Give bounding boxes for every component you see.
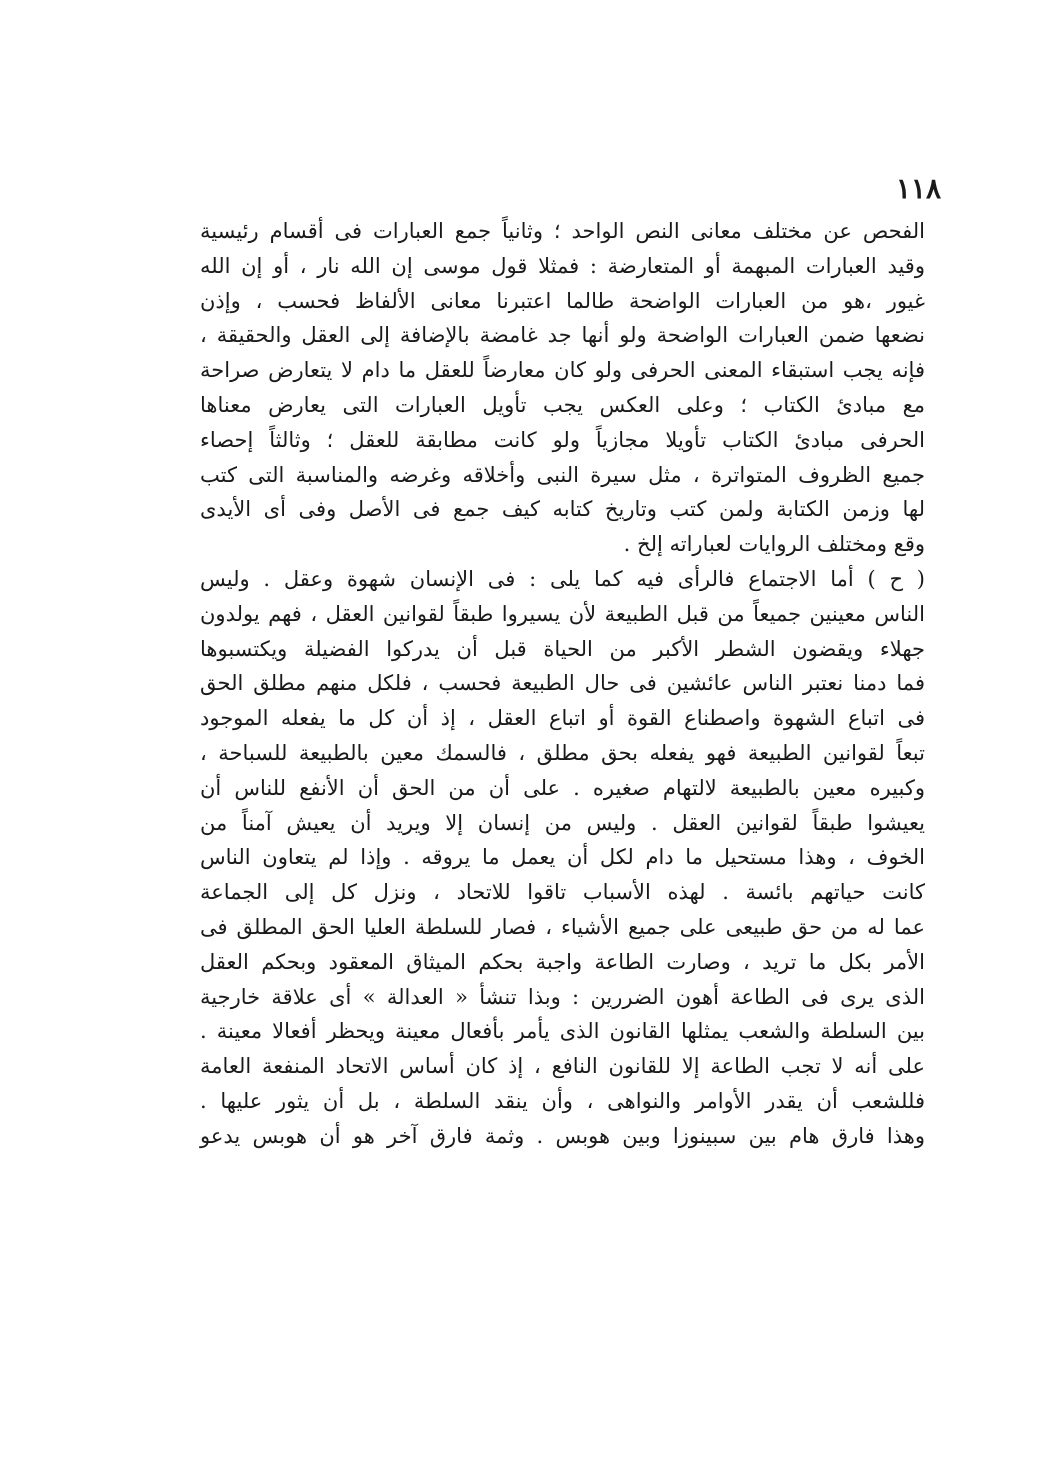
text-line: الناس معينين جميعاً من قبل الطبيعة لأن يسيروا طبقاً لقوانين العقل ، فهم يولدون: [200, 601, 925, 626]
text-line: كانت حياتهم بائسة . لهذه الأسباب تاقوا للاتحاد ، ونزل كل إلى الجماعة: [200, 880, 925, 905]
text-line: ( ح ) أما الاجتماع فالرأى فيه كما يلى : فى الإنسان شهوة وعقل . وليس: [200, 566, 925, 591]
text-line: فللشعب أن يقدر الأوامر والنواهى ، وأن ينقد السلطة ، بل أن يثور عليها .: [200, 1088, 925, 1113]
text-line: وكبيره معين بالطبيعة لالتهام صغيره . على أن من الحق أن الأنفع للناس أن: [200, 775, 925, 800]
text-line: لها وزمن الكتابة ولمن كتب وتاريخ كتابه كيف جمع فى الأصل وفى أى الأيدى: [200, 497, 925, 522]
text-line: الحرفى مبادئ الكتاب تأويلا مجازياً ولو كانت مطابقة للعقل ؛ وثالثاً إحصاء: [200, 427, 925, 452]
text-line: مع مبادئ الكتاب ؛ وعلى العكس يجب تأويل العبارات التى يعارض معناها: [200, 392, 925, 417]
text-line: الفحص عن مختلف معانى النص الواحد ؛ وثانياً جمع العبارات فى أقسام رئيسية: [200, 219, 925, 243]
text-line: جميع الظروف المتواترة ، مثل سيرة النبى وأخلاقه وغرضه والمناسبة التى كتب: [200, 462, 925, 487]
text-line: الخوف ، وهذا مستحيل ما دام لكل أن يعمل ما يروقه . وإذا لم يتعاون الناس: [200, 845, 925, 870]
text-line: وقيد العبارات المبهمة أو المتعارضة : فمثلا قول موسى إن الله نار ، أو إن الله: [200, 253, 925, 278]
text-line: فى اتباع الشهوة واصطناع القوة أو اتباع العقل ، إذ أن كل ما يفعله الموجود: [200, 706, 925, 731]
text-line: تبعاً لقوانين الطبيعة فهو يفعله بحق مطلق ، فالسمك معين بالطبيعة للسباحة ،: [200, 740, 925, 765]
paragraph: [200, 214, 925, 562]
text-line: الذى يرى فى الطاعة أهون الضررين : وبذا تنشأ « العدالة » أى علاقة خارجية: [200, 984, 925, 1009]
text-line: بين السلطة والشعب يمثلها القانون الذى يأمر بأفعال معينة ويحظر أفعالا معينة .: [200, 1019, 925, 1044]
text-line: فما دمنا نعتبر الناس عائشين فى حال الطبيعة فحسب ، فلكل منهم مطلق الحق: [200, 671, 925, 696]
text-line: الأمر بكل ما تريد ، وصارت الطاعة واجبة بحكم الميثاق المعقود وبحكم العقل: [200, 949, 925, 974]
text-line: وقع ومختلف الروايات لعباراته إلخ .: [623, 532, 925, 557]
text-line: غيور ،هو من العبارات الواضحة طالما اعتبرنا معانى الألفاظ فحسب ، وإذن: [200, 288, 925, 313]
text-line: فإنه يجب استبقاء المعنى الحرفى ولو كان معارضاً للعقل ما دام لا يتعارض صراحة: [200, 358, 925, 383]
text-line: يعيشوا طبقاً لقوانين العقل . وليس من إنسان إلا ويريد أن يعيش آمناً من: [200, 810, 925, 835]
text-line: عما له من حق طبيعى على جميع الأشياء ، فصار للسلطة العليا الحق المطلق فى: [200, 914, 925, 939]
body-text: [200, 214, 925, 1154]
text-line: وهذا فارق هام بين سبينوزا وبين هوبس . وثمة فارق آخر هو أن هوبس يدعو: [200, 1123, 925, 1148]
text-line: على أنه لا تجب الطاعة إلا للقانون النافع ، إذ كان أساس الاتحاد المنفعة العامة: [200, 1054, 925, 1079]
paragraph: [200, 562, 925, 1154]
page-number: ١١٨: [895, 172, 941, 205]
text-line: نضعها ضمن العبارات الواضحة ولو أنها جد غامضة بالإضافة إلى العقل والحقيقة ،: [200, 323, 925, 348]
text-line: جهلاء ويقضون الشطر الأكبر من الحياة قبل أن يدركوا الفضيلة ويكتسبوها: [200, 636, 925, 661]
